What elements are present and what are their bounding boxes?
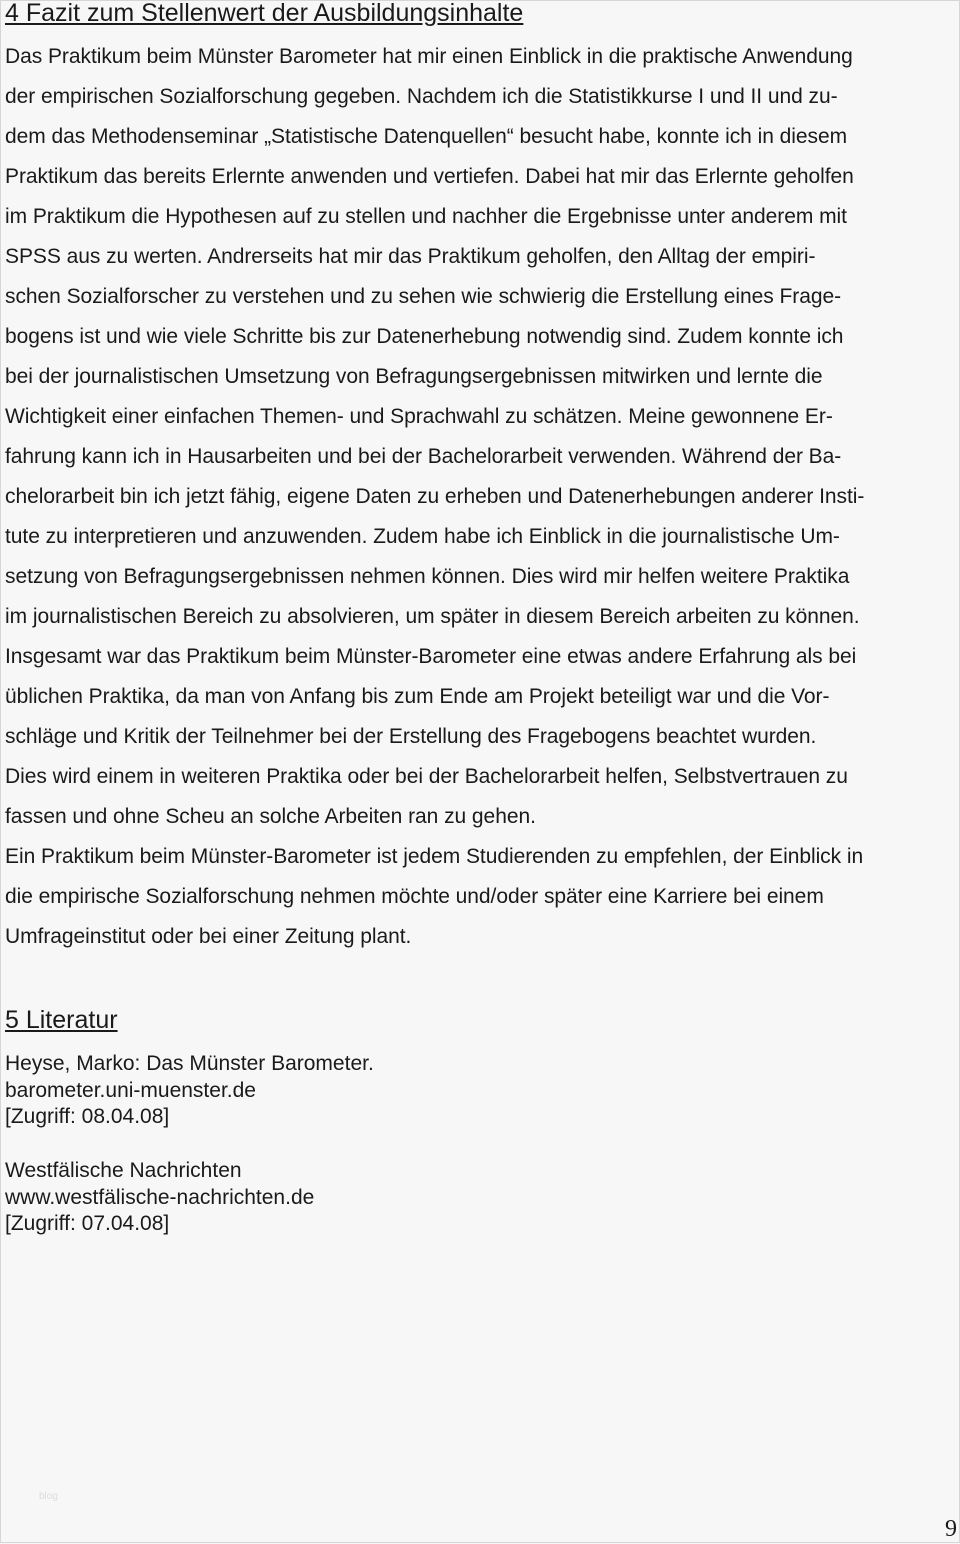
text-line: Praktikum das bereits Erlernte anwenden und vertiefen. Dabei hat mir das Erlernte geholfen — [5, 165, 854, 188]
section-heading-fazit: 4 Fazit zum Stellenwert der Ausbildungsinhalte — [5, 0, 524, 27]
page-number: 9 — [945, 1516, 957, 1542]
literature-access-date: [Zugriff: 08.04.08] — [5, 1105, 170, 1128]
text-line: Das Praktikum beim Münster Barometer hat mir einen Einblick in die praktische Anwendung — [5, 45, 853, 68]
literature-title: Westfälische Nachrichten — [5, 1159, 242, 1182]
watermark: blog — [39, 1491, 58, 1502]
literature-source: www.westfälische-nachrichten.de — [5, 1185, 315, 1209]
text-line: bogens ist und wie viele Schritte bis zur Datenerhebung notwendig sind. Zudem konnte ich — [5, 325, 844, 348]
text-line: dem das Methodenseminar „Statistische Datenquellen“ besucht habe, konnte ich in diesem — [5, 125, 848, 148]
literature-title: Heyse, Marko: Das Münster Barometer. — [5, 1052, 374, 1075]
text-line: der empirischen Sozialforschung gegeben. Nachdem ich die Statistikkurse I und II und zu- — [5, 85, 838, 108]
text-line: Ein Praktikum beim Münster-Barometer ist jedem Studierenden zu empfehlen, der Einblick in — [5, 845, 864, 868]
text-line: im journalistischen Bereich zu absolvieren, um später in diesem Bereich arbeiten zu können. — [5, 605, 860, 628]
text-line: schen Sozialforscher zu verstehen und zu sehen wie schwierig die Erstellung eines Frage- — [5, 285, 842, 308]
text-line: die empirische Sozialforschung nehmen möchte und/oder später eine Karriere bei einem — [5, 885, 824, 908]
text-line: setzung von Befragungsergebnissen nehmen können. Dies wird mir helfen weitere Praktika — [5, 565, 850, 588]
text-line: SPSS aus zu werten. Andrerseits hat mir das Praktikum geholfen, den Alltag der empiri- — [5, 245, 816, 268]
literature-entry — [5, 1051, 374, 1131]
text-line: üblichen Praktika, da man von Anfang bis zum Ende am Projekt beteiligt war und die Vor- — [5, 685, 830, 708]
literature-entry — [5, 1158, 314, 1238]
literature-source: barometer.uni-muenster.de — [5, 1078, 256, 1102]
fazit-paragraph — [5, 37, 958, 957]
text-line: fassen und ohne Scheu an solche Arbeiten ran zu gehen. — [5, 805, 536, 828]
text-line: schläge und Kritik der Teilnehmer bei der Erstellung des Fragebogens beachtet wurden. — [5, 725, 817, 748]
text-line: tute zu interpretieren und anzuwenden. Zudem habe ich Einblick in die journalistische Um- — [5, 525, 840, 548]
text-line: chelorarbeit bin ich jetzt fähig, eigene Daten zu erheben und Datenerhebungen anderer Insti- — [5, 485, 865, 508]
text-line: Umfrageinstitut oder bei einer Zeitung plant. — [5, 925, 412, 948]
literature-access-date: [Zugriff: 07.04.08] — [5, 1212, 170, 1235]
text-line: Insgesamt war das Praktikum beim Münster-Barometer eine etwas andere Erfahrung als bei — [5, 645, 857, 668]
text-line: Wichtigkeit einer einfachen Themen- und Sprachwahl zu schätzen. Meine gewonnene Er- — [5, 405, 833, 428]
section-heading-literatur: 5 Literatur — [5, 1006, 118, 1034]
text-line: bei der journalistischen Umsetzung von Befragungsergebnissen mitwirken und lernte die — [5, 365, 823, 388]
text-line: fahrung kann ich in Hausarbeiten und bei der Bachelorarbeit verwenden. Während der Ba- — [5, 445, 842, 468]
text-line: im Praktikum die Hypothesen auf zu stellen und nachher die Ergebnisse unter anderem mit — [5, 205, 847, 228]
text-line: Dies wird einem in weiteren Praktika oder bei der Bachelorarbeit helfen, Selbstvertrauen zu — [5, 765, 848, 788]
